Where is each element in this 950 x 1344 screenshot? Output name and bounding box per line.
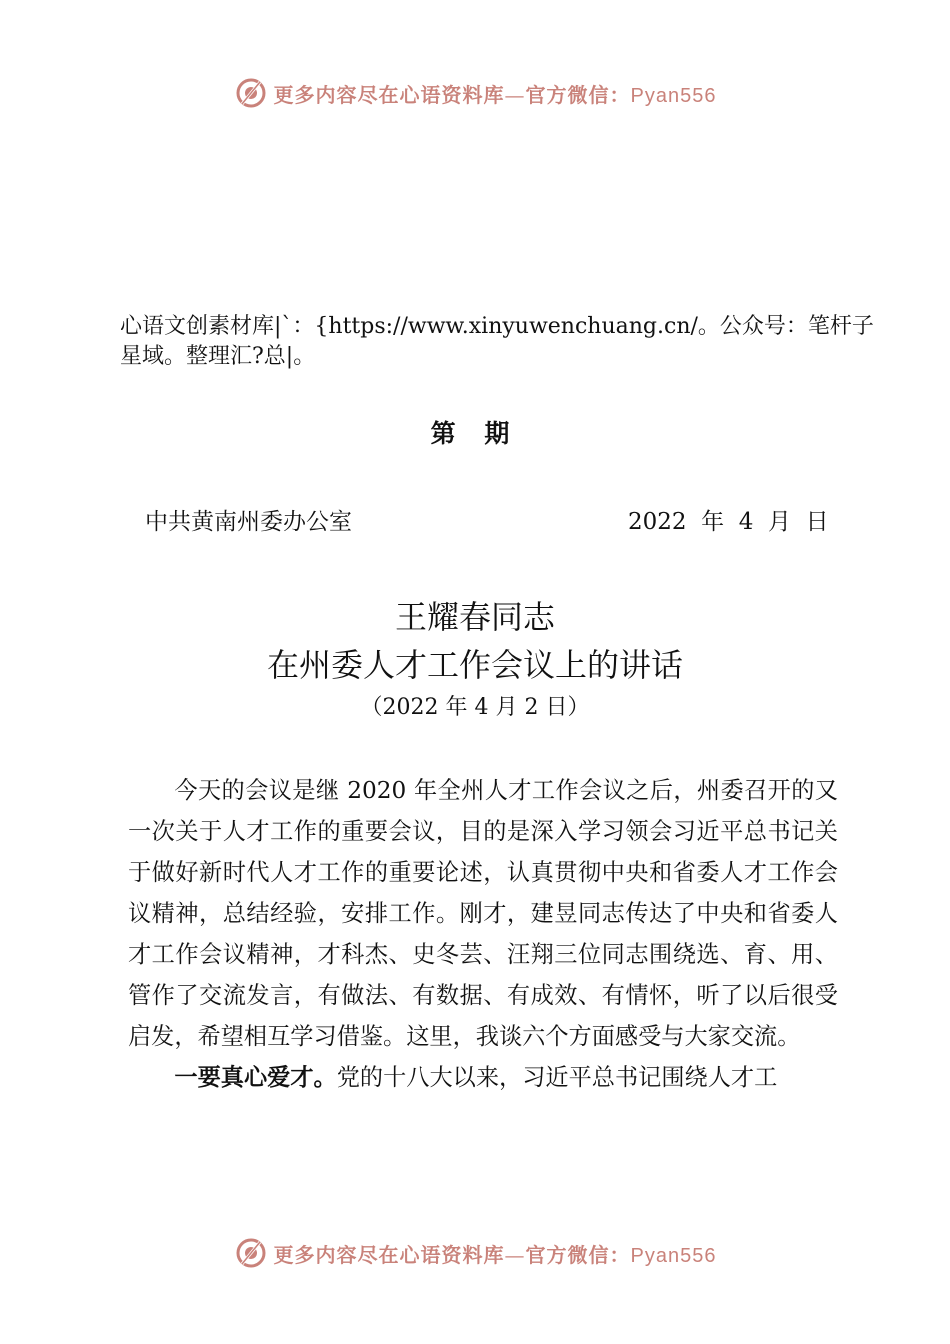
source-line: 心语文创素材库|`：{https://www.xinyuwenchuang.cn/。公众号：笔杆子星域。整理汇?总|。	[120, 314, 874, 369]
speech-body	[128, 770, 838, 1098]
watermark-text: 更多内容尽在心语资料库—官方微信：Pyan556	[273, 1242, 717, 1267]
paragraph: 一要真心爱才。党的十八大以来，习近平总书记围绕人才工	[174, 1064, 778, 1091]
watermark-text: 更多内容尽在心语资料库—官方微信：Pyan556	[273, 82, 717, 107]
watermark-banner-top	[0, 73, 950, 113]
xinyu-logo-icon	[234, 76, 268, 110]
issue-date: 2022 年 4 月 日	[628, 509, 829, 535]
issuing-org: 中共黄南州委办公室	[145, 509, 352, 535]
speech-title-speaker: 王耀春同志	[394, 598, 555, 636]
speech-title: 在州委人才工作会议上的讲话	[266, 646, 683, 684]
speech-date: （2022 年 4 月 2 日）	[360, 695, 590, 720]
watermark-banner-bottom	[0, 1233, 950, 1273]
paragraph: 今天的会议是继 2020 年全州人才工作会议之后，州委召开的又一次关于人才工作的重要会议，目的是深入学习领会习近平总书记关于做好新时代人才工作的重要论述，认真贯彻中央和省委人才工作会议精神，总结经验，安排工作。刚才，建昱同志传达了中央和省委人才工作会议精神，才科杰、史冬芸、汪翔三位同志围绕选、育、用、管作了交流发言，有做法、有数据、有成效、有情怀，听了以后很受启发，希望相互学习借鉴。这里，我谈六个方面感受与大家交流。	[128, 777, 838, 1050]
issue-number: 第 期	[430, 419, 520, 448]
xinyu-logo-icon	[234, 1236, 268, 1270]
section-heading: 一要真心爱才。	[174, 1064, 337, 1091]
